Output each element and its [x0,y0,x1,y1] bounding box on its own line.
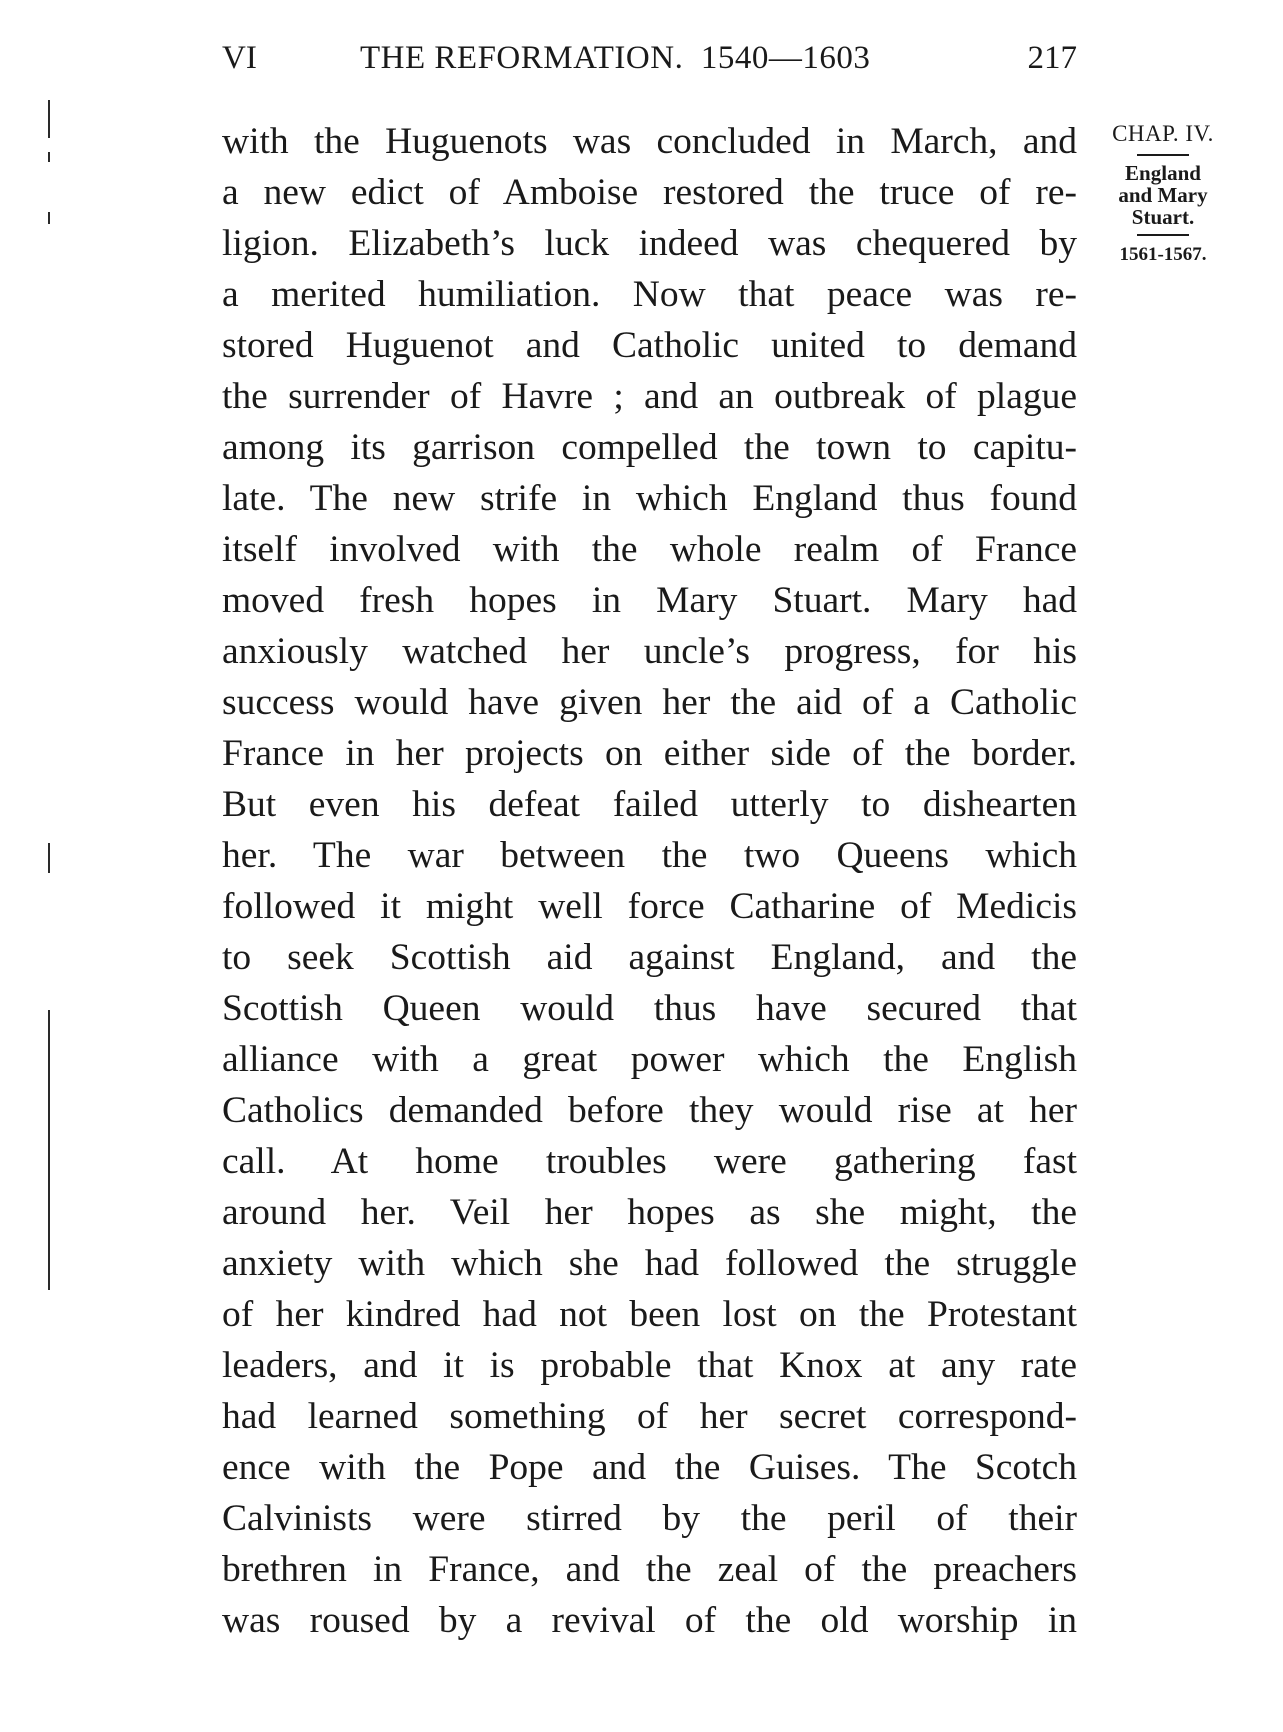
text-line: success would have given her the aid of a Catholic [222,682,1077,723]
text-line: anxiously watched her uncle’s progress, for his [222,631,1077,672]
sidenote-topic-line: and Mary [1118,183,1208,207]
text-line: Scottish Queen would thus have secured that [222,988,1077,1029]
text-line: the surrender of Havre ; and an outbreak of plague [222,376,1077,417]
sidenote-topic-line: England [1125,161,1201,185]
scan-mark [48,100,50,138]
text-line: among its garrison compelled the town to capitu- [222,427,1077,468]
text-line: But even his defeat failed utterly to dishearten [222,784,1077,825]
text-line: followed it might well force Catharine of Medicis [222,886,1077,927]
text-line: to seek Scottish aid against England, and the [222,937,1077,978]
scan-mark [48,843,50,873]
text-line: late. The new strife in which England thus found [222,478,1077,519]
sidenote-topic-line: Stuart. [1131,205,1195,229]
page-number: 217 [1027,40,1077,76]
scan-mark [48,212,50,224]
text-line: of her kindred had not been lost on the Protestant [222,1294,1077,1335]
sidenote-dates: 1561-1567. [1119,244,1207,265]
text-line: anxiety with which she had followed the struggle [222,1243,1077,1284]
text-line: around her. Veil her hopes as she might, the [222,1192,1077,1233]
text-line: leaders, and it is probable that Knox at any rate [222,1345,1077,1386]
text-line: ence with the Pope and the Guises. The Scotch [222,1447,1077,1488]
text-line: her. The war between the two Queens which [222,835,1077,876]
sidenote-divider [1137,234,1189,236]
text-line: moved fresh hopes in Mary Stuart. Mary had [222,580,1077,621]
header-chapter-number: VI [222,40,257,76]
text-line: Calvinists were stirred by the peril of their [222,1498,1077,1539]
header-title: THE REFORMATION. 1540—1603 [360,40,871,76]
scan-mark [48,1010,50,1290]
scan-mark [48,152,50,162]
running-header [222,38,1077,78]
text-line: France in her projects on either side of the border. [222,733,1077,774]
text-line: was roused by a revival of the old worship in [222,1600,1077,1641]
text-line: a merited humiliation. Now that peace was re- [222,274,1077,315]
text-line: itself involved with the whole realm of France [222,529,1077,570]
text-line: Catholics demanded before they would rise at her [222,1090,1077,1131]
sidenote-divider [1137,154,1189,156]
margin-notes [1098,120,1228,268]
text-line: had learned something of her secret correspond- [222,1396,1077,1437]
text-line: brethren in France, and the zeal of the preachers [222,1549,1077,1590]
text-line: with the Huguenots was concluded in March, and [222,121,1077,162]
text-line: call. At home troubles were gathering fast [222,1141,1077,1182]
text-line: stored Huguenot and Catholic united to demand [222,325,1077,366]
body-text [222,116,1077,1646]
text-line: a new edict of Amboise restored the truce of re- [222,172,1077,213]
text-line: ligion. Elizabeth’s luck indeed was chequered by [222,223,1077,264]
text-line: alliance with a great power which the English [222,1039,1077,1080]
sidenote-chapter: CHAP. IV. [1112,121,1214,146]
